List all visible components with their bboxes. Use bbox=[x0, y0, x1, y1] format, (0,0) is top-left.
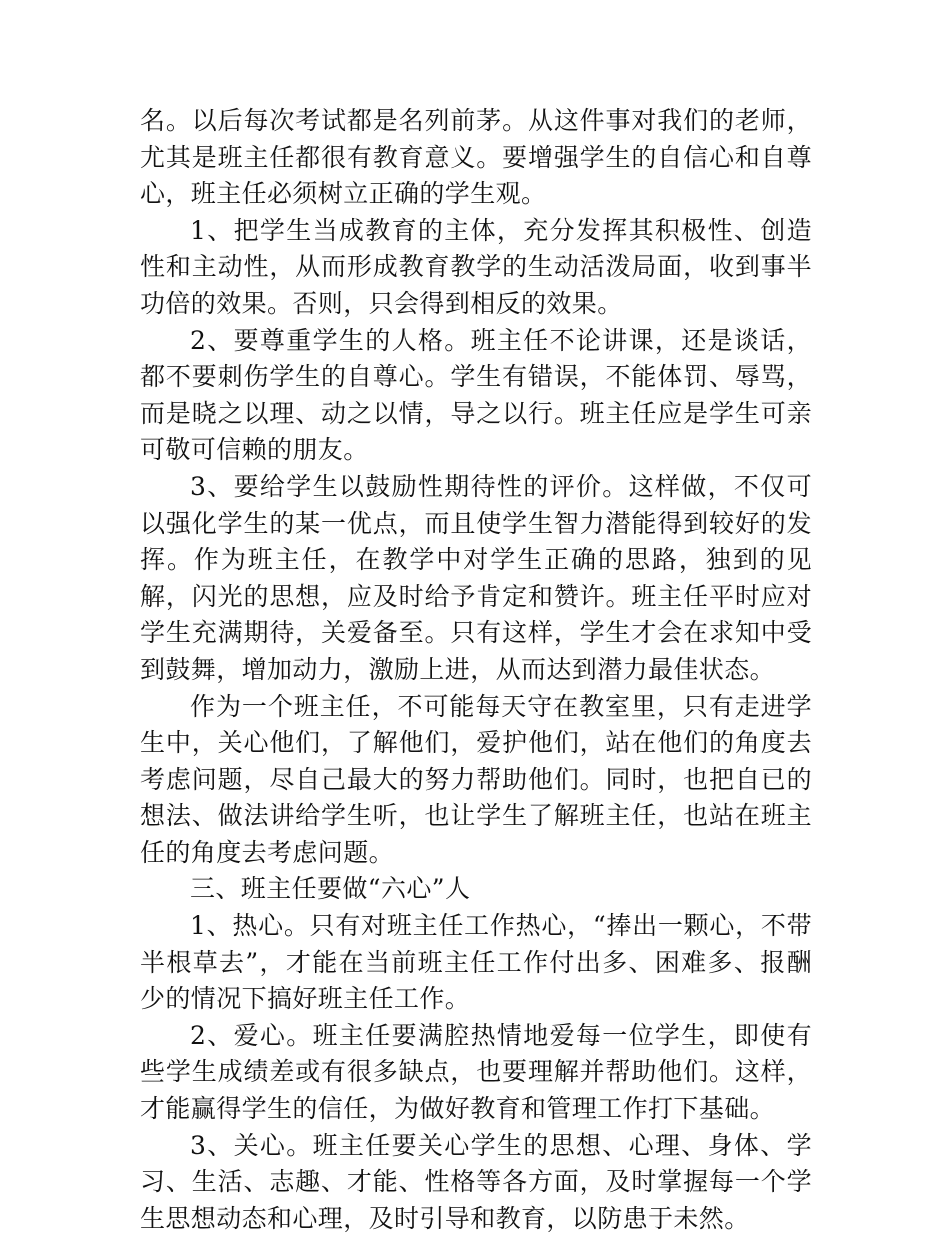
paragraph-7: 1、热心。只有对班主任工作热心，“捧出一颗心，不带半根草去”，才能在当前班主任工作付出多、困难多、报酬少的情况下搞好班主任工作。 bbox=[140, 911, 812, 1014]
paragraph-9: 3、关心。班主任要关心学生的思想、心理、身体、学习、生活、志趣、才能、性格等各方面，及时掌握每一个学生思想动态和心理，及时引导和教育，以防患于未然。 bbox=[140, 1130, 812, 1233]
document-page bbox=[140, 103, 812, 1237]
paragraph-8: 2、爱心。班主任要满腔热情地爱每一位学生，即使有些学生成绩差或有很多缺点，也要理解并帮助他们。这样，才能赢得学生的信任，为做好教育和管理工作打下基础。 bbox=[140, 1020, 812, 1124]
paragraph-3: 2、要尊重学生的人格。班主任不论讲课，还是谈话，都不要刺伤学生的自尊心。学生有错误，不能体罚、辱骂，而是晓之以理、动之以情，导之以行。班主任应是学生可亲可敬可信赖的朋友。 bbox=[140, 325, 812, 465]
section-heading: 三、班主任要做“六心”人 bbox=[190, 874, 471, 904]
paragraph-4: 3、要给学生以鼓励性期待性的评价。这样做，不仅可以强化学生的某一优点，而且使学生智力潜能得到较好的发挥。作为班主任，在教学中对学生正确的思路，独到的见解，闪光的思想，应及时给予肯定和赞许。班主任平时应对学生充满期待，关爱备至。只有这样，学生才会在求知中受到鼓舞，增加动力，激励上进，从而达到潜力最佳状态。 bbox=[140, 471, 812, 684]
paragraph-5: 作为一个班主任，不可能每天守在教室里，只有走进学生中，关心他们，了解他们，爱护他们，站在他们的角度去考虑问题，尽自己最大的努力帮助他们。同时，也把自已的想法、做法讲给学生听，也让学生了解班主任，也站在班主任的角度去考虑问题。 bbox=[140, 691, 812, 867]
paragraph-1: 名。以后每次考试都是名列前茅。从这件事对我们的老师，尤其是班主任都很有教育意义。要增强学生的自信心和自尊心，班主任必须树立正确的学生观。 bbox=[140, 106, 812, 209]
paragraph-2: 1、把学生当成教育的主体，充分发挥其积极性、创造性和主动性，从而形成教育教学的生动活泼局面，收到事半功倍的效果。否则，只会得到相反的效果。 bbox=[140, 215, 812, 318]
